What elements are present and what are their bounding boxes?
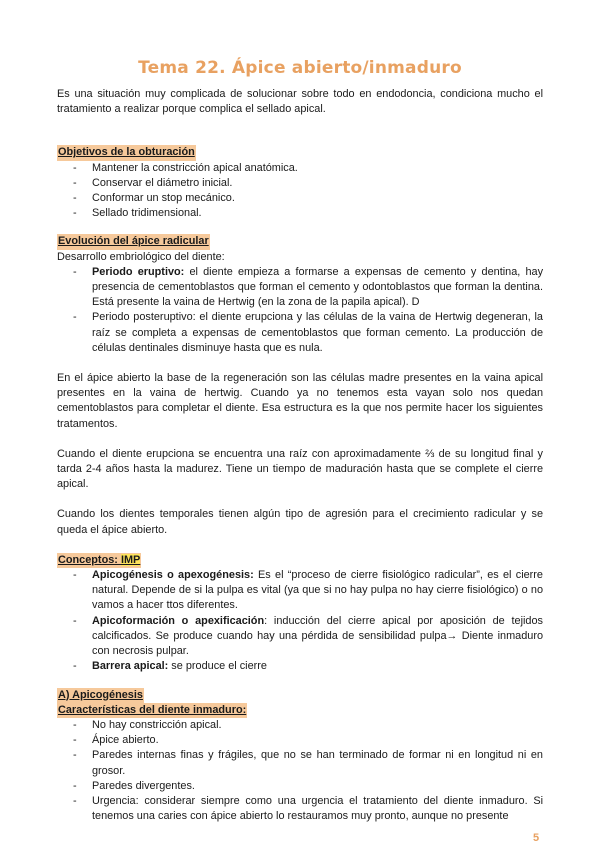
list-item: - Mantener la constricción apical anatómica. xyxy=(57,161,543,176)
objetivos-heading: Objetivos de la obturación xyxy=(57,145,196,160)
document-body xyxy=(57,87,543,824)
list-item xyxy=(57,265,543,311)
list-item: - Paredes internas finas y frágiles, que no se han terminado de formar ni en longitud ni en grosor. xyxy=(57,748,543,778)
term-label: Barrera apical: xyxy=(92,660,169,673)
conceptos-heading xyxy=(57,553,141,568)
list-item: - Paredes divergentes. xyxy=(57,779,543,794)
conceptos-list xyxy=(57,568,543,674)
evolucion-heading: Evolución del ápice radicular xyxy=(57,234,210,249)
conceptos-heading-text: Conceptos: xyxy=(58,553,121,566)
paragraph: Cuando los dientes temporales tienen algún tipo de agresión para el crecimiento radicular y se queda el ápice abierto. xyxy=(57,508,543,536)
objetivos-list xyxy=(57,161,543,222)
term-text: se produce el cierre xyxy=(168,660,267,673)
list-item xyxy=(57,659,543,674)
evolucion-subtitle: Desarrollo embriológico del diente: xyxy=(57,250,225,263)
list-item: - Urgencia: considerar siempre como una urgencia el tratamiento del diente inmaduro. Si tenemos una caries con ápice abierto lo restauramos muy pronto, aunque no presente xyxy=(57,794,543,824)
list-item: - Ápice abierto. xyxy=(57,733,543,748)
term-label: Periodo eruptivo: xyxy=(92,265,185,278)
term-label: Apicoformación o apexificación xyxy=(92,614,265,627)
apicogenesis-subheading: Características del diente inmaduro: xyxy=(57,703,247,718)
apicogenesis-heading: A) Apicogénesis xyxy=(57,688,144,703)
page-title: Tema 22. Ápice abierto/inmaduro xyxy=(138,58,462,78)
list-item: - Conservar el diámetro inicial. xyxy=(57,176,543,191)
list-item xyxy=(57,568,543,614)
list-item xyxy=(57,614,543,660)
paragraph: Cuando el diente erupciona se encuentra una raíz con aproximadamente ⅔ de su longitud final y tarda 2-4 años hasta la madurez. Tiene un tiempo de maduración hasta que se complete el cierre apical. xyxy=(57,447,543,491)
apicogenesis-list xyxy=(57,718,543,824)
term-text: : inducción del cierre apical por aposición de tejidos calcificados. Se produce cuando hay una pérdida de sensibilidad pulpa→ Diente inmaduro con necrosis pulpar. xyxy=(92,614,543,658)
imp-highlight: IMP xyxy=(120,553,141,566)
term-label: Apicogénesis o apexogénesis: xyxy=(92,569,254,582)
page-number: 5 xyxy=(533,832,540,844)
paragraph: En el ápice abierto la base de la regeneración son las células madre presentes en la vaina apical presentes en la vaina de hertwig. Cuando ya no tenemos esta vayan solo nos quedan cementoblastos para completar el diente. Esa estructura es la que nos permite hacer los siguientes tratamentos. xyxy=(57,372,543,430)
intro-paragraph: Es una situación muy complicada de solucionar sobre todo en endodoncia, condiciona mucho el tratamiento a realizar porque complica el sellado apical. xyxy=(57,88,543,116)
list-item: - Conformar un stop mecánico. xyxy=(57,191,543,206)
term-text: Es el “proceso de cierre fisiológico radicular”, es el cierre natural. Depende de si la pulpa es vital (ya que si no hay pulpa no hay cierre fisiológico) o no vamos a hacer ttos diferentes. xyxy=(92,569,543,612)
list-item: - No hay constricción apical. xyxy=(57,718,543,733)
list-item: - Sellado tridimensional. xyxy=(57,206,543,221)
evolucion-list xyxy=(57,265,543,356)
term-text: el diente empieza a formarse a expensas de cemento y dentina, hay presencia de cementoblastos que forman el cemento y odontoblastos que forman la dentina. Está presente la vaina de Hertwig (en la zona de la papila apical). D xyxy=(92,265,544,309)
list-item: - Periodo posteruptivo: el diente erupciona y las células de la vaina de Hertwig degeneran, la raíz se completa a expensas de cementoblastos que forman cemento. La producción de células dentinales disminuye hasta que es nula. xyxy=(57,310,543,356)
